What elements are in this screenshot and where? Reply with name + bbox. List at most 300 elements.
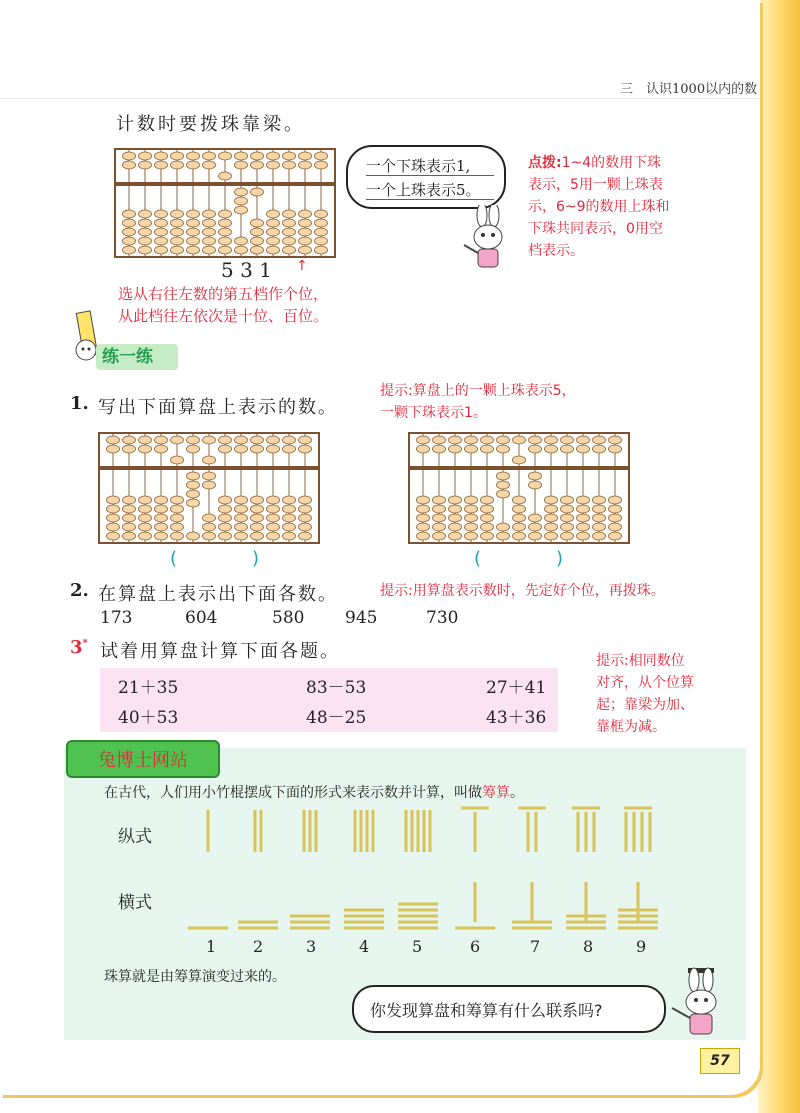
abacus-bead [449,436,462,444]
q2-number: 2. [70,580,89,601]
abacus-bead [449,532,462,540]
abacus-bead [123,505,136,513]
rod-digit-8: 8 [583,937,594,956]
q2-number-5: 730 [426,608,459,628]
q2-hint [380,580,665,602]
abacus-bead [171,456,184,464]
abacus-bead [465,445,478,453]
tip-block [528,152,718,262]
abacus-bead [545,523,558,531]
abacus-bead [171,237,184,245]
bubble-underline [366,199,494,200]
abacus-bead [609,505,622,513]
rabbit-doctor-icon [668,964,732,1040]
abacus-bead [417,436,430,444]
abacus-bead [187,499,200,507]
abacus-bead [219,237,232,245]
abacus-bead [481,532,494,540]
abacus-bead [593,532,606,540]
abacus-bead [497,490,510,498]
abacus-bead [187,436,200,444]
abacus-bead [139,523,152,531]
abacus-bead [513,496,526,504]
abacus-bead [107,496,120,504]
abacus-bead [235,161,248,169]
abacus-bead [529,472,542,480]
abacus-bead [299,246,312,254]
q2-number-1: 173 [100,608,133,628]
bubble-line-1: 一个下珠表示1, [366,157,471,175]
abacus-q1-right-beads [410,434,628,542]
abacus-bead [139,532,152,540]
abacus-bead [433,514,446,522]
abacus-bead [529,523,542,531]
abacus-bead [139,246,152,254]
rod-digit-6: 6 [470,937,481,956]
abacus-bead [171,523,184,531]
abacus-bead [203,481,216,489]
q3-problem-6: 43＋36 [486,708,547,728]
abacus-bead [267,505,280,513]
question-bubble [352,985,666,1033]
abacus-bead [433,505,446,513]
tip-label: 点拨: [528,155,562,171]
abacus-number: 5 3 1 [221,258,272,282]
abacus-bead [449,523,462,531]
abacus-bead [219,496,232,504]
abacus-bead [267,532,280,540]
abacus-bead [529,445,542,453]
abacus-bead [433,523,446,531]
abacus-bead [315,152,328,160]
abacus-bead [283,505,296,513]
abacus-bead [171,161,184,169]
abacus-bead [299,228,312,236]
abacus-bead [171,152,184,160]
abacus-bead [155,445,168,453]
abacus-bead [283,532,296,540]
abacus-q1-right [408,432,630,544]
abacus-bead [593,436,606,444]
question-text: 你发现算盘和筹算有什么联系吗? [370,1001,603,1020]
abacus-bead [497,436,510,444]
abacus-bead [187,472,200,480]
q2-hint-text: 用算盘表示数时，先定好个位，再拨珠。 [412,583,665,599]
rabbit-site-title: 兔博士网站 [66,740,220,778]
abacus-bead [123,161,136,169]
q1-text: 写出下面算盘上表示的数。 [98,397,338,418]
note-line-1: 选从右往左数的第五档作个位， [118,285,329,303]
abacus-beam [100,466,318,470]
answer-blank-left[interactable] [184,546,250,570]
abacus-bead [123,246,136,254]
abacus-bead [267,210,280,218]
abacus-bead [107,445,120,453]
abacus-bead [155,505,168,513]
q3-hint-label: 提示: [596,653,629,669]
abacus-bead [123,152,136,160]
abacus-bead [123,436,136,444]
abacus-bead [315,210,328,218]
horizontal-form-label: 横式 [118,893,152,913]
abacus-bead [513,532,526,540]
abacus-bead [187,246,200,254]
abacus-bead [561,514,574,522]
abacus-bead [465,496,478,504]
abacus-bead [545,436,558,444]
abacus-bead [267,496,280,504]
abacus-bead [267,436,280,444]
abacus-bead [417,514,430,522]
abacus-bead [545,532,558,540]
abacus-bead [283,228,296,236]
abacus-bead [123,219,136,227]
abacus-bead [545,505,558,513]
abacus-bead [267,237,280,245]
abacus-bead [107,436,120,444]
q3-problem-5: 48－25 [306,708,367,728]
abacus-bead [315,228,328,236]
abacus-bead [187,210,200,218]
abacus-bead [609,523,622,531]
q2-number-2: 604 [185,608,218,628]
abacus-bead [545,514,558,522]
q3-problem-2: 83－53 [306,678,367,698]
q1-number: 1. [70,393,89,414]
abacus-bead [529,481,542,489]
abacus-bead [219,228,232,236]
abacus-bead [577,523,590,531]
abacus-bead [267,161,280,169]
abacus-bead [283,246,296,254]
abacus-bead [283,219,296,227]
answer-paren-close-right: ) [556,548,564,569]
abacus-bead [417,532,430,540]
abacus-bead [267,228,280,236]
abacus-bead [251,514,264,522]
q3-number [70,637,88,658]
abacus-bead [235,197,248,205]
abacus-bead [283,210,296,218]
q2-number-4: 945 [345,608,378,628]
abacus-bead [465,523,478,531]
q2-number-3: 580 [272,608,305,628]
abacus-bead [139,237,152,245]
abacus-bead [219,505,232,513]
abacus-bead [433,445,446,453]
abacus-bead [417,505,430,513]
abacus-bead [283,436,296,444]
abacus-bead [481,445,494,453]
abacus-bead [203,237,216,245]
header-divider [0,98,760,99]
abacus-bead [267,514,280,522]
answer-paren-close-left: ) [252,548,260,569]
abacus-bead [171,210,184,218]
abacus-bead [497,472,510,480]
abacus-bead [315,161,328,169]
abacus-bead [481,496,494,504]
abacus-bead [481,523,494,531]
abacus-bead [577,496,590,504]
abacus-bead [171,496,184,504]
answer-paren-open-left: ( [170,548,178,569]
q3-hint-line-2: 对齐，从个位算 [596,675,694,691]
abacus-bead [155,532,168,540]
abacus-bead [123,496,136,504]
abacus-bead [235,237,248,245]
abacus-bead [171,436,184,444]
abacus-bead [299,445,312,453]
abacus-bead [235,523,248,531]
arrow-up-icon: ↑ [296,258,308,274]
abacus-bead [417,496,430,504]
intro-text: 计数时要拨珠靠梁。 [116,114,305,135]
abacus-bead [171,505,184,513]
abacus-bead [593,445,606,453]
abacus-bead [155,237,168,245]
abacus-bead [187,161,200,169]
abacus-bead [545,445,558,453]
site-footer: 珠算就是由筹算演变过来的。 [104,969,286,985]
abacus-bead [139,445,152,453]
abacus-bead [577,445,590,453]
abacus-bead [219,532,232,540]
abacus-bead [251,246,264,254]
abacus-bead [203,532,216,540]
abacus-bead [203,219,216,227]
abacus-bead [235,188,248,196]
page-number: 57 [700,1048,740,1074]
abacus-bead [155,219,168,227]
abacus-bead [299,219,312,227]
abacus-bead [107,505,120,513]
abacus-bead [465,514,478,522]
abacus-bead [235,246,248,254]
abacus-bead [417,523,430,531]
abacus-bead [593,523,606,531]
tip-line-2: 表示，5用一颗上珠表 [528,177,663,193]
abacus-bead [171,228,184,236]
abacus-bead [545,496,558,504]
abacus-bead [465,532,478,540]
rod-digit-9: 9 [636,937,647,956]
rod-digit-2: 2 [253,937,264,956]
q3-hint-line-3: 起；靠梁为加、 [596,697,694,713]
abacus-bead [497,532,510,540]
abacus-bead [139,505,152,513]
rabbit-mascot-icon [458,205,518,275]
q2-text: 在算盘上表示出下面各数。 [98,584,338,605]
tip-line-4: 下珠共同表示，0用空 [528,221,663,237]
abacus-bead [251,152,264,160]
rod-digit-3: 3 [306,937,317,956]
abacus-bead [251,505,264,513]
abacus-bead [187,532,200,540]
rod-digit-4: 4 [359,937,370,956]
abacus-bead [123,532,136,540]
abacus-bead [187,228,200,236]
abacus-bead [251,161,264,169]
counting-rods-diagram [180,800,680,936]
abacus-bead [267,445,280,453]
abacus-bead [219,219,232,227]
abacus-bead [203,161,216,169]
abacus-bead [187,445,200,453]
abacus-bead [123,523,136,531]
abacus-bead [577,436,590,444]
abacus-bead [481,514,494,522]
abacus-bead [251,523,264,531]
q3-star: * [82,638,88,649]
abacus-bead [481,436,494,444]
q3-hint [596,650,694,738]
abacus-bead [513,523,526,531]
abacus-bead [235,436,248,444]
site-intro-end: 。 [510,785,524,801]
chapter-header: 三 认识1000以内的数 [620,82,758,97]
abacus-bead [219,246,232,254]
abacus-bead [449,505,462,513]
speech-bubble [346,145,506,209]
rod-digit-1: 1 [206,937,217,956]
abacus-bead [203,514,216,522]
abacus-bead [267,246,280,254]
abacus-beam [116,182,334,186]
abacus-bead [267,523,280,531]
bubble-underline [366,175,494,176]
abacus-bead [299,152,312,160]
abacus-bead [155,523,168,531]
abacus-bead [299,496,312,504]
answer-paren-open-right: ( [474,548,482,569]
q1-hint [380,380,576,424]
abacus-bead [299,523,312,531]
abacus-bead [283,445,296,453]
abacus-bead [513,436,526,444]
abacus-bead [203,472,216,480]
abacus-bead [139,210,152,218]
abacus-bead [449,496,462,504]
abacus-bead [203,436,216,444]
abacus-bead [513,505,526,513]
abacus-bead [155,152,168,160]
abacus-q1-left-beads [100,434,318,542]
answer-blank-right[interactable] [488,546,554,570]
abacus-bead [251,228,264,236]
abacus-bead [219,172,232,180]
abacus-bead [171,532,184,540]
site-intro-text: 在古代，人们用小竹棍摆成下面的形式来表示数并计算，叫做 [104,785,482,801]
abacus-bead [219,523,232,531]
tip-line-5: 档表示。 [528,243,584,259]
abacus-bead [171,246,184,254]
abacus-bead [513,514,526,522]
abacus-bead [609,532,622,540]
abacus-bead [235,206,248,214]
q1-hint-line-1: 算盘上的一颗上珠表示5， [412,383,576,399]
abacus-bead [123,445,136,453]
abacus-bead [219,210,232,218]
abacus-bead [235,532,248,540]
abacus-bead [107,514,120,522]
abacus-bead [529,436,542,444]
abacus-bead [219,152,232,160]
abacus-bead [139,514,152,522]
abacus-bead [577,514,590,522]
rod-digit-7: 7 [530,937,541,956]
abacus-bead [251,237,264,245]
rod-digit-5: 5 [412,937,423,956]
abacus-bead [315,219,328,227]
abacus-bead [139,161,152,169]
abacus-bead [235,505,248,513]
abacus-bead [155,246,168,254]
abacus-bead [609,496,622,504]
q3-problem-3: 27＋41 [486,678,547,698]
abacus-bead [299,237,312,245]
abacus-bead [203,246,216,254]
abacus-bead [187,237,200,245]
abacus-example [114,148,336,258]
abacus-bead [235,445,248,453]
abacus-bead [577,505,590,513]
abacus-bead [299,436,312,444]
abacus-bead [155,228,168,236]
abacus-bead [187,481,200,489]
abacus-bead [203,210,216,218]
abacus-bead [433,532,446,540]
abacus-bead [283,237,296,245]
abacus-bead [561,496,574,504]
q3-problem-4: 40＋53 [118,708,179,728]
abacus-bead [465,505,478,513]
abacus-bead [155,496,168,504]
abacus-bead [433,496,446,504]
abacus-bead [449,514,462,522]
vertical-form-label: 纵式 [118,827,152,847]
q1-hint-line-2: 一颗下珠表示1。 [380,405,487,421]
abacus-bead [593,496,606,504]
abacus-bead [219,514,232,522]
q3-hint-line-4: 靠框为减。 [596,719,666,735]
abacus-bead [187,490,200,498]
note-block [118,283,328,327]
abacus-bead [561,505,574,513]
abacus-bead [577,532,590,540]
abacus-bead [283,161,296,169]
abacus-bead [561,532,574,540]
abacus-bead [315,237,328,245]
abacus-bead [107,523,120,531]
abacus-bead [497,523,510,531]
site-intro [104,782,524,802]
abacus-bead [219,445,232,453]
abacus-bead [139,496,152,504]
q2-hint-label: 提示: [380,583,413,599]
q3-text: 试着用算盘计算下面各题。 [100,641,340,662]
abacus-bead [219,436,232,444]
abacus-bead [139,228,152,236]
abacus-bead [155,210,168,218]
abacus-bead [251,496,264,504]
abacus-bead [123,237,136,245]
abacus-bead [155,514,168,522]
abacus-q1-left [98,432,320,544]
abacus-bead [497,481,510,489]
abacus-bead [433,436,446,444]
tip-line-3: 示，6~9的数用上珠和 [528,199,670,215]
